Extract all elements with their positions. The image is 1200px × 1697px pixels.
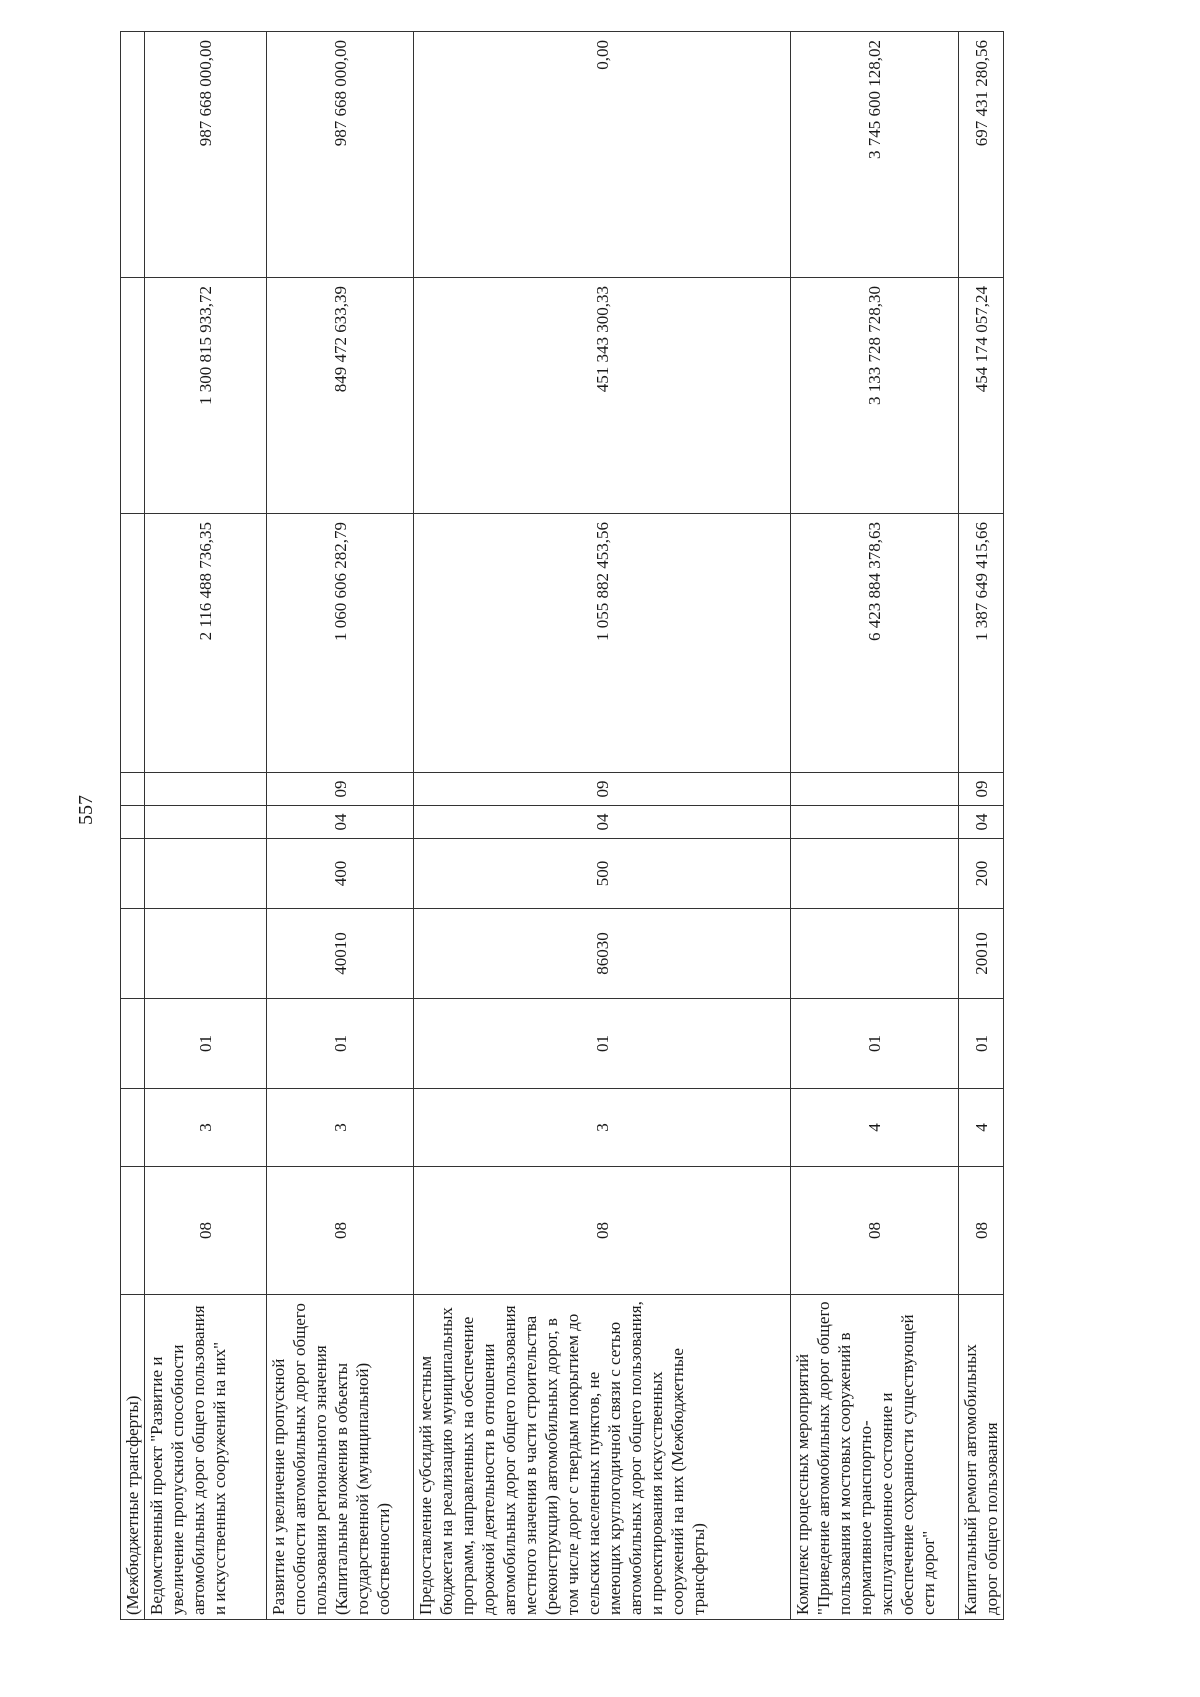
amount-year-2: 454 174 057,24: [959, 278, 1004, 514]
subprogram-code: [121, 1089, 145, 1167]
chapter-codes: [145, 773, 267, 839]
amount-year-3: 987 668 000,00: [145, 32, 267, 278]
row-name: Капитальный ремонт автомобильных дорог общего пользования: [959, 1295, 1004, 1620]
subprogram-code: 3: [267, 1089, 414, 1167]
expense-type-code: [121, 839, 145, 909]
table-row: [791, 32, 959, 1620]
chapter-code-2: 09: [267, 773, 413, 806]
amount-year-2: 849 472 633,39: [267, 278, 414, 514]
direction-code: [791, 909, 959, 999]
section-code: 08: [791, 1167, 959, 1295]
amount-year-1: [121, 514, 145, 773]
chapter-code-2: 09: [414, 773, 790, 806]
amount-year-2: 3 133 728 728,30: [791, 278, 959, 514]
section-code: 08: [145, 1167, 267, 1295]
page-number: 557: [75, 795, 97, 825]
chapter-code-2: [121, 773, 144, 806]
subprogram-code: 4: [959, 1089, 1004, 1167]
chapter-code-1: 04: [971, 813, 991, 831]
subprogram-code: 4: [791, 1089, 959, 1167]
expense-type-code: [791, 839, 959, 909]
table-row: [267, 32, 414, 1620]
main-event-code: 01: [145, 999, 267, 1089]
chapter-codes: [121, 773, 145, 839]
amount-year-3: 987 668 000,00: [267, 32, 414, 278]
expense-type-code: [145, 839, 267, 909]
budget-table: [120, 31, 1004, 1620]
section-code: [121, 1167, 145, 1295]
main-event-code: 01: [791, 999, 959, 1089]
row-name: Развитие и увеличение пропускной способности автомобильных дорог общего пользования регионального значения (Капитальные вложения в объекты государственной (муниципальной) собственности): [267, 1295, 414, 1620]
amount-year-1: 1 060 606 282,79: [267, 514, 414, 773]
amount-year-1: 1 055 882 453,56: [414, 514, 791, 773]
rotated-table-frame: [120, 32, 1001, 1620]
chapter-code-2: [791, 773, 958, 806]
amount-year-3: 3 745 600 128,02: [791, 32, 959, 278]
amount-year-2: 1 300 815 933,72: [145, 278, 267, 514]
table-row: [959, 32, 1004, 1620]
chapter-code-1: 04: [330, 813, 350, 831]
row-name: (Межбюджетные трансферты): [121, 1295, 145, 1620]
chapter-codes: [267, 773, 414, 839]
table-row: [414, 32, 791, 1620]
amount-year-2: [121, 278, 145, 514]
chapter-code-2: 09: [959, 773, 1003, 806]
table-row: [145, 32, 267, 1620]
expense-type-code: 200: [959, 839, 1004, 909]
chapter-codes: [791, 773, 959, 839]
table-row: [121, 32, 145, 1620]
section-code: 08: [414, 1167, 791, 1295]
direction-code: 86030: [414, 909, 791, 999]
chapter-code-1: 04: [592, 813, 612, 831]
row-name: Ведомственный проект "Развитие и увеличение пропускной способности автомобильных дорог общего пользования и искусственных сооружений на них": [145, 1295, 267, 1620]
chapter-code-1: [791, 806, 958, 838]
amount-year-1: 1 387 649 415,66: [959, 514, 1004, 773]
chapter-codes: [414, 773, 791, 839]
direction-code: [121, 909, 145, 999]
main-event-code: 01: [959, 999, 1004, 1089]
chapter-code-1: [145, 806, 266, 838]
section-code: 08: [959, 1167, 1004, 1295]
main-event-code: [121, 999, 145, 1089]
amount-year-3: 0,00: [414, 32, 791, 278]
chapter-code-2: [145, 773, 266, 806]
amount-year-1: 2 116 488 736,35: [145, 514, 267, 773]
amount-year-3: 697 431 280,56: [959, 32, 1004, 278]
amount-year-3: [121, 32, 145, 278]
direction-code: [145, 909, 267, 999]
main-event-code: 01: [414, 999, 791, 1089]
subprogram-code: 3: [145, 1089, 267, 1167]
amount-year-2: 451 343 300,33: [414, 278, 791, 514]
expense-type-code: 500: [414, 839, 791, 909]
chapter-code-1: [121, 806, 144, 838]
chapter-codes: [959, 773, 1004, 839]
direction-code: 20010: [959, 909, 1004, 999]
subprogram-code: 3: [414, 1089, 791, 1167]
main-event-code: 01: [267, 999, 414, 1089]
row-name: Предоставление субсидий местным бюджетам на реализацию муниципальных программ, направленных на обеспечение дорожной деятельности в отношении автомобильных дорог общего пользования местного значения в части строительства (реконструкции) автомобильных дорог, в том числе дорог с твердым покрытием до сельских населенных пунктов, не имеющих круглогодичной связи с сетью автомобильных дорог общего пользования, и проектирования искусственных сооружений на них (Межбюджетные трансферты): [414, 1295, 791, 1620]
direction-code: 40010: [267, 909, 414, 999]
amount-year-1: 6 423 884 378,63: [791, 514, 959, 773]
row-name: Комплекс процессных мероприятий "Приведение автомобильных дорог общего пользования и мостовых сооружений в нормативное транспортно-эксплуатационное состояние и обеспечение сохранности существующей сети дорог": [791, 1295, 959, 1620]
expense-type-code: 400: [267, 839, 414, 909]
section-code: 08: [267, 1167, 414, 1295]
